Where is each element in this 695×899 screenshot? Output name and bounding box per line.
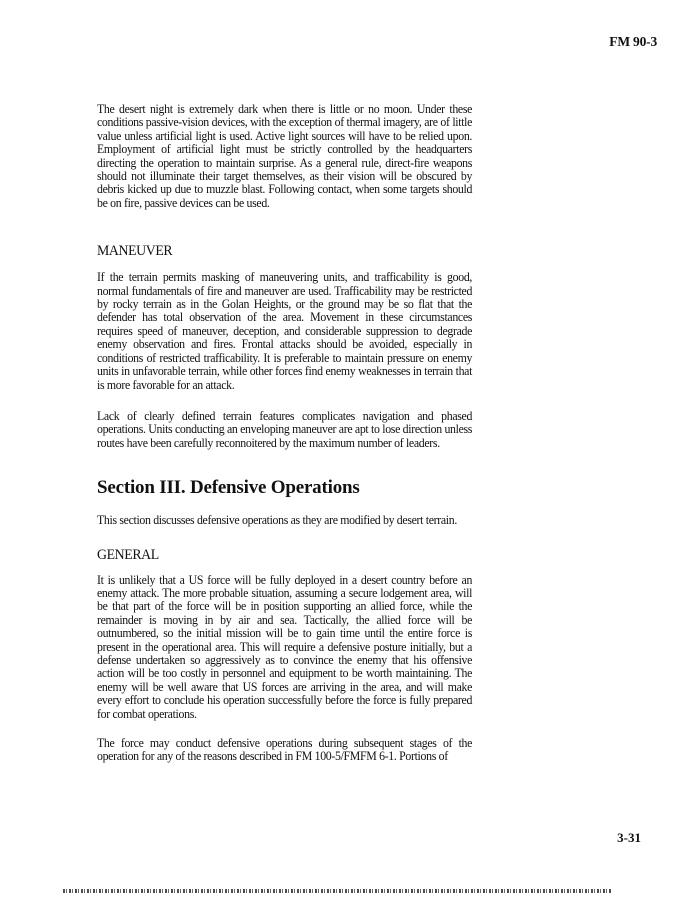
paragraph-general-2: The force may conduct defensive operations during subsequent stages of the operation for any of the reasons described in FM 100-5/FMFM 6-1. Portions of: [97, 736, 473, 764]
section-title: Section III. Defensive Operations: [97, 477, 360, 499]
paragraph-general-1: It is unlikely that a US force will be fully deployed in a desert country before an enemy attack. The more probable situation, assuming a secure lodgement area, will be that part of the force will be in position supporting an allied force, while the remainder is moving in by air and sea. Tactically, the allied force will be outnumbered, so the initial mission will be to gain time until the entire force is present in the operational area. This will require a defensive posture initially, but a defense undertaken so aggressively as to convince the enemy that his offensive action will be too costly in personnel and equipment to be worth maintaining. The enemy will be well aware that US forces are arriving in the area, and will make every effort to conclude his operation successfully before the force is fully prepared for combat operations.: [97, 572, 473, 721]
paragraph-section-intro: This section discusses defensive operations as they are modified by desert terrain.: [97, 513, 457, 528]
page-body: [97, 103, 472, 764]
paragraph-maneuver-1: If the terrain permits masking of maneuvering units, and trafficability is good, normal fundamentals of fire and maneuver are used. Trafficability may be restricted by rocky terrain as in the Golan Heights, or the ground may be so flat that the defender has total observation of the area. Movement in these circumstances requires speed of maneuver, deception, and considerable suppression to degrade enemy observation and fires. Frontal attacks should be avoided, especially in conditions of restricted trafficability. It is preferable to maintain pressure on enemy units in unfavorable terrain, while other forces find enemy weaknesses in terrain that is more favorable for an attack.: [97, 270, 473, 392]
scan-artifact-strip: [63, 889, 611, 893]
heading-maneuver: MANEUVER: [97, 243, 173, 260]
heading-general: GENERAL: [97, 546, 159, 563]
page-number: 3-31: [617, 830, 641, 845]
paragraph-night-vision: The desert night is extremely dark when there is little or no moon. Under these conditions passive-vision devices, with the exception of thermal imagery, are of little value unless artificial light is used. Active light sources will have to be relied upon. Employment of artificial light must be strictly controlled by the headquarters directing the operation to maintain surprise. As a general rule, direct-fire weapons should not illuminate their target themselves, as their vision will be obscured by debris kicked up due to muzzle blast. Following contact, when some targets should be on fire, passive devices can be used.: [97, 102, 473, 210]
manual-id: FM 90-3: [609, 34, 657, 49]
paragraph-maneuver-2: Lack of clearly defined terrain features complicates navigation and phased operations. Units conducting an enveloping maneuver are apt to lose direction unless routes have been carefully reconnoitered by the maximum number of leaders.: [97, 408, 473, 450]
